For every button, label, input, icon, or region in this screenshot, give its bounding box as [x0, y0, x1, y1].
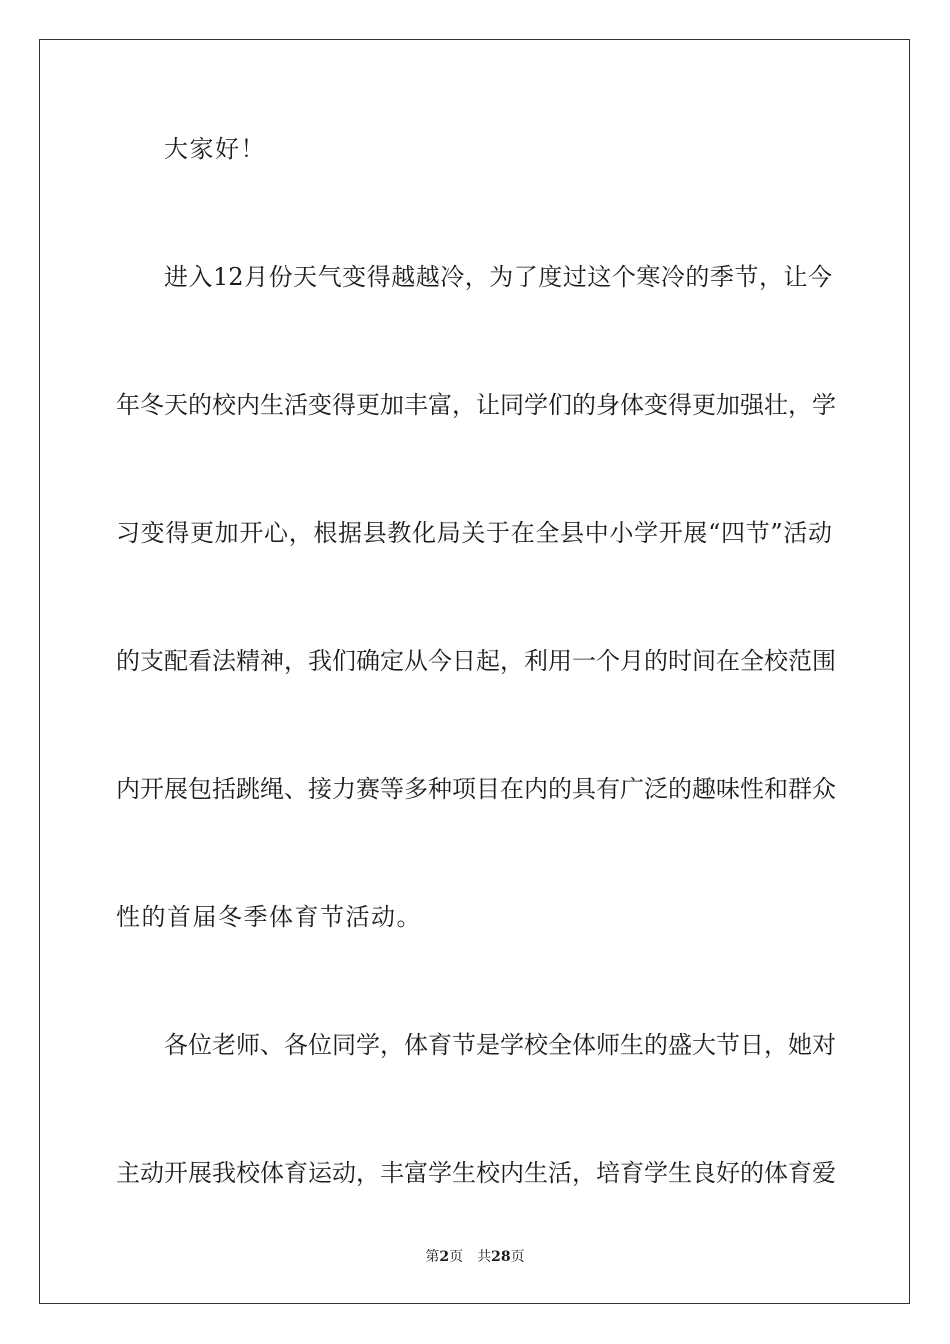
total-page-count: 28	[491, 1249, 511, 1265]
page-prefix: 第	[425, 1249, 440, 1265]
paragraph-1-line-5: 内开展包括跳绳、接力赛等多种项目在内的具有广泛的趣味性和群众	[116, 775, 836, 803]
greeting-line: 大家好！	[164, 135, 266, 163]
total-unit: 页	[510, 1249, 525, 1265]
paragraph-1-line-2: 年冬天的校内生活变得更加丰富，让同学们的身体变得更加强壮，学	[116, 391, 836, 419]
total-prefix: 共	[477, 1249, 492, 1265]
paragraph-1-line-4: 的支配看法精神，我们确定从今日起，利用一个月的时间在全校范围	[116, 647, 836, 675]
paragraph-1-line-1: 进入12月份天气变得越越冷，为了度过这个寒冷的季节，让今	[164, 263, 832, 291]
paragraph-1-line-6: 性的首届冬季体育节活动。	[116, 903, 422, 931]
paragraph-2-line-2: 主动开展我校体育运动，丰富学生校内生活，培育学生良好的体育爱	[116, 1159, 836, 1187]
paragraph-2-line-1: 各位老师、各位同学，体育节是学校全体师生的盛大节日，她对	[164, 1031, 836, 1059]
paragraph-1-line-3: 习变得更加开心，根据县教化局关于在全县中小学开展“四节”活动	[116, 519, 832, 547]
current-page-number: 2	[439, 1249, 450, 1265]
page-footer	[0, 1248, 950, 1266]
page-unit: 页	[449, 1249, 464, 1265]
